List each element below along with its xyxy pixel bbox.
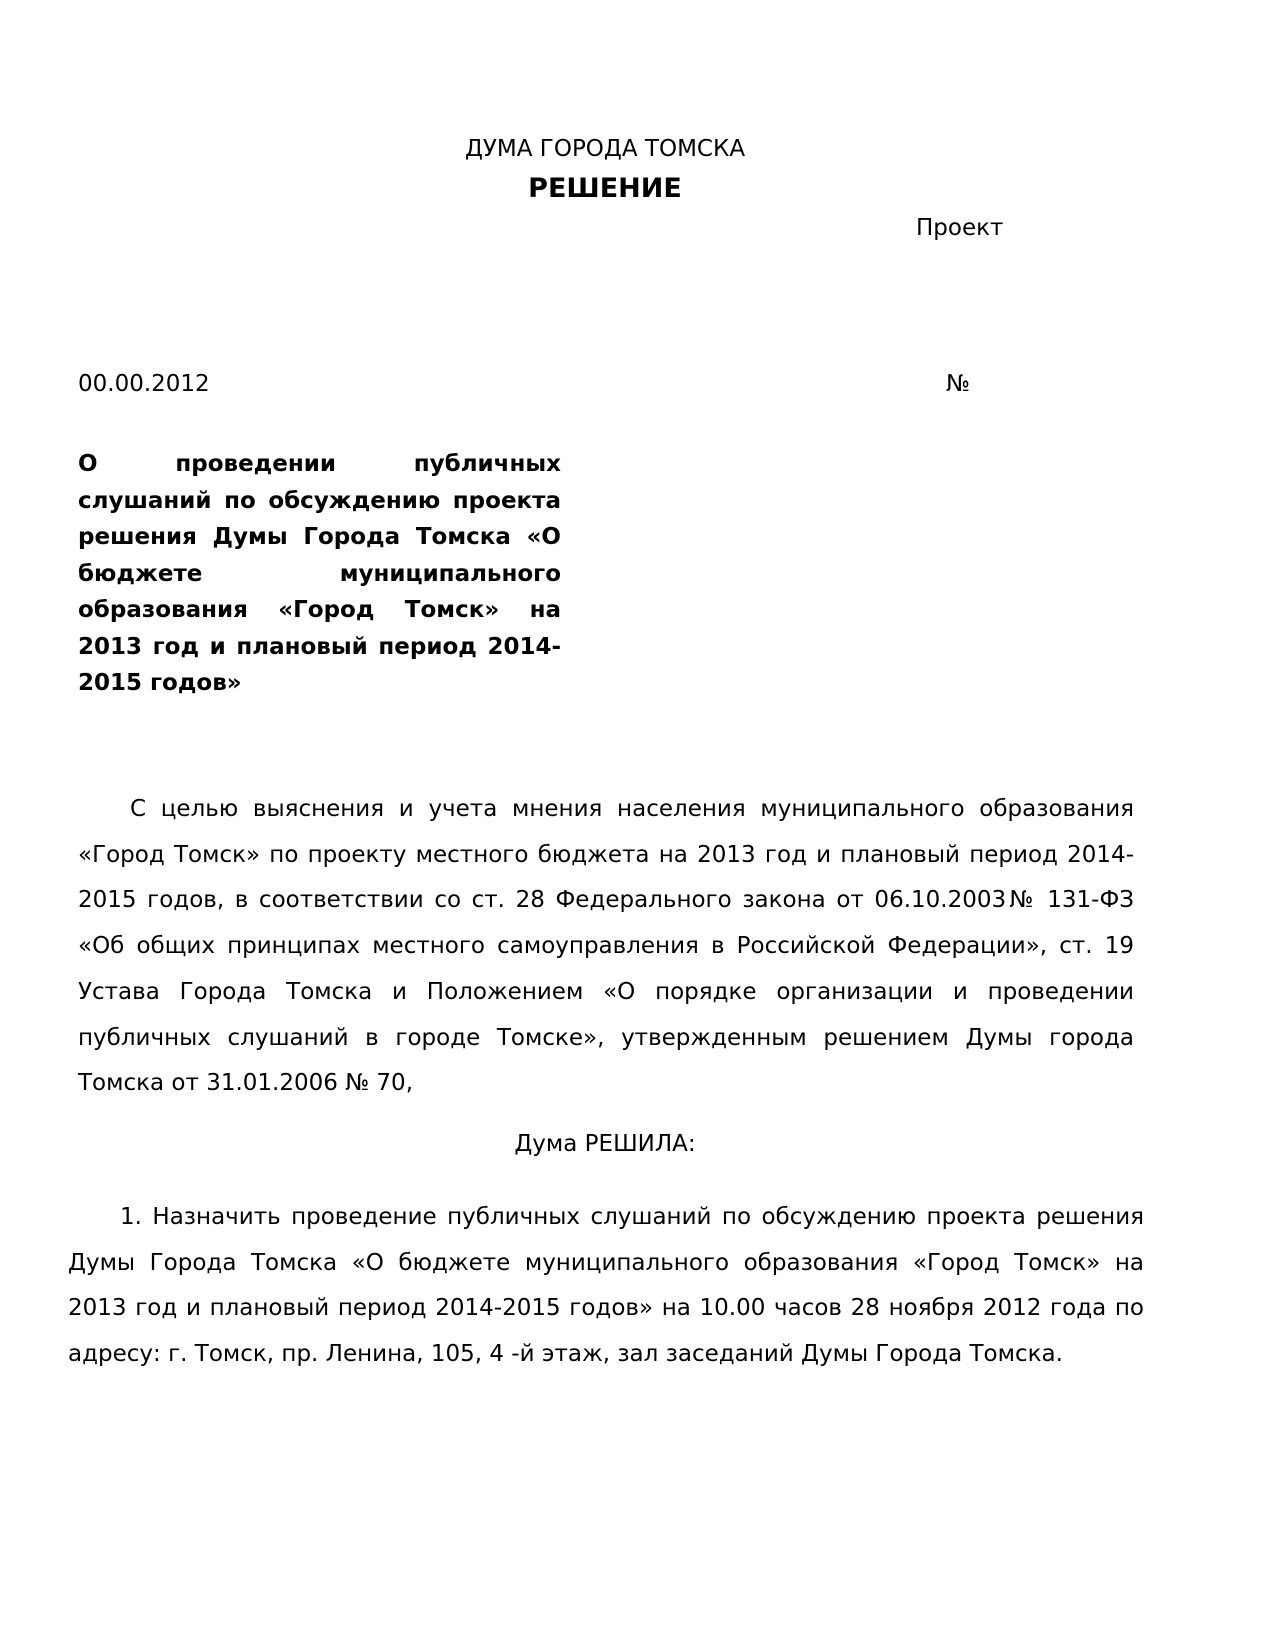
document-subject: О проведении публичных слушаний по обсуждению проекта решения Думы Города Томска «О бюджете муниципального образования «Город Томск» на 2013 год и плановый период 2014-2015 годов» bbox=[78, 451, 561, 696]
document-type-title: РЕШЕНИЕ bbox=[528, 173, 682, 204]
resolved-heading: Дума РЕШИЛА: bbox=[514, 1131, 696, 1157]
document-number-label: № bbox=[946, 371, 970, 397]
draft-label: Проект bbox=[916, 215, 1004, 241]
item-text: Назначить проведение публичных слушаний по обсуждению проекта решения Думы Города Томска «О бюджете муниципального образования «Город Томск» на 2013 год и плановый период 2014-2015 годов» на 10.00 часов 28 ноября 2012 года по адресу: г. Томск, пр. Ленина, 105, 4 -й этаж, зал заседаний Думы Города Томска. bbox=[68, 1204, 1145, 1367]
resolution-item bbox=[68, 1195, 1144, 1377]
preamble-paragraph: С целью выяснения и учета мнения населения муниципального образования «Город Томск» по проекту местного бюджета на 2013 год и плановый период 2014-2015 годов, в соответствии со ст. 28 Федерального закона от 06.10.2003№ 131-ФЗ «Об общих принципах местного самоуправления в Российской Федерации», ст. 19 Устава Города Томска и Положением «О порядке организации и проведении публичных слушаний в городе Томске», утвержденным решением Думы города Томска от 31.01.2006 № 70, bbox=[78, 796, 1134, 1097]
organization-name: ДУМА ГОРОДА ТОМСКА bbox=[464, 136, 746, 162]
document-date: 00.00.2012 bbox=[78, 371, 210, 397]
item-number: 1. bbox=[120, 1204, 142, 1230]
